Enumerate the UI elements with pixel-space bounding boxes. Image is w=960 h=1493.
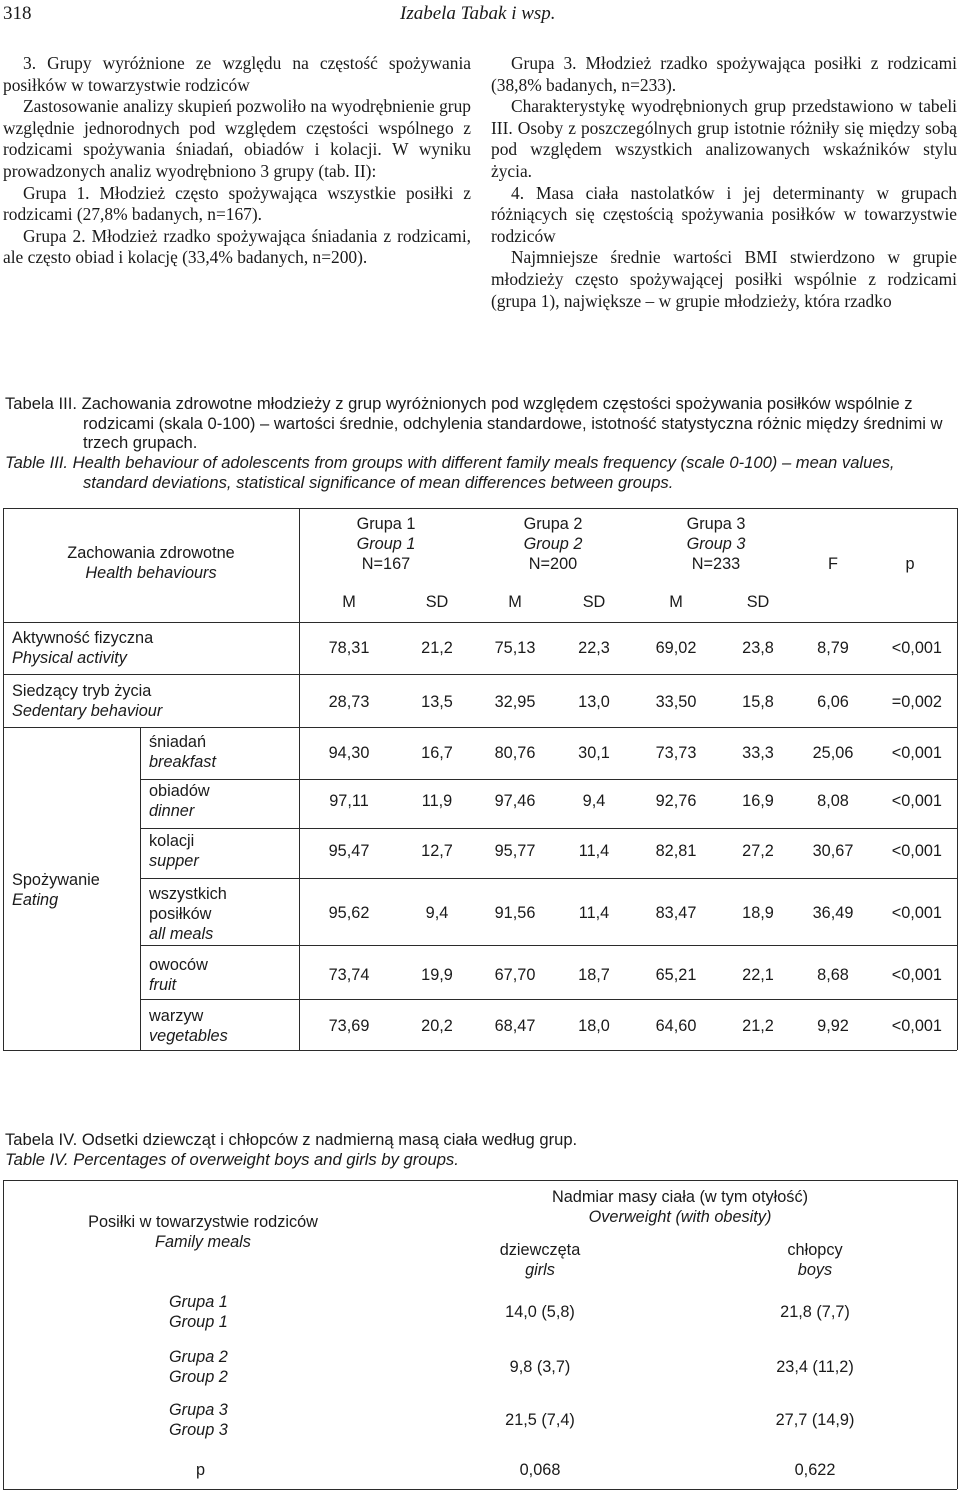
table-cell: 73,69: [328, 1017, 370, 1035]
m-header: M: [342, 593, 356, 611]
table-cell: 27,2: [742, 842, 774, 860]
table-cell: 11,9: [421, 792, 453, 810]
behaviours-header: Zachowania zdrowotne Health behaviours: [67, 544, 235, 582]
table-cell: 83,47: [655, 904, 697, 922]
table-cell: 23,8: [742, 639, 774, 657]
row-label-breakfast: śniadań breakfast: [149, 733, 216, 771]
table-cell: 20,2: [421, 1017, 453, 1035]
table-cell: 21,8 (7,7): [780, 1303, 850, 1321]
table-cell: 0,068: [519, 1461, 561, 1479]
group-1-header: Grupa 1 Group 1 N=167: [356, 515, 416, 573]
f-header: F: [828, 555, 838, 573]
table-cell: 97,11: [329, 792, 369, 810]
page-number: 318: [3, 3, 32, 24]
table-cell: 36,49: [812, 904, 854, 922]
m-header: M: [669, 593, 683, 611]
paragraph: Zastosowanie analizy skupień pozwoliło na wyodrębnienie grup względnie jednorodnych pod względem częstości wspólnego z rodzicami spożywania śniadań, obiadów i kolacji. W wyniku prowadzonych analiz wyodrębniono 3 grupy (tab. II):: [3, 96, 471, 181]
table-cell: 0,622: [794, 1461, 836, 1479]
table-cell: 68,47: [494, 1017, 536, 1035]
table-cell: 11,4: [578, 904, 610, 922]
table-cell: 78,31: [328, 639, 370, 657]
table-cell: 82,81: [655, 842, 697, 860]
running-head: Izabela Tabak i wsp.: [400, 3, 556, 24]
right-column: [491, 53, 957, 312]
row-label-physical-activity: Aktywność fizyczna Physical activity: [12, 629, 154, 667]
row-label-sedentary: Siedzący tryb życia Sedentary behaviour: [12, 682, 163, 720]
table-cell: 21,2: [421, 639, 453, 657]
caption-label: Table III.: [5, 453, 69, 473]
table-cell: 9,4: [425, 904, 449, 922]
group-2-description: Grupa 2. Młodzież rzadko spożywająca śniadania z rodzicami, ale często obiad i kolację (33,4% badanych, n=200).: [3, 225, 471, 268]
family-meals-header: Posiłki w towarzystwie rodziców Family meals: [88, 1213, 318, 1251]
sd-header: SD: [582, 593, 606, 611]
table-cell: 23,4 (11,2): [776, 1358, 854, 1376]
table-cell: 18,0: [578, 1017, 610, 1035]
table-cell: <0,001: [891, 639, 942, 657]
table-cell: 8,08: [817, 792, 849, 810]
table-cell: 9,8 (3,7): [509, 1358, 571, 1376]
table-cell: 21,5 (7,4): [505, 1411, 575, 1429]
table-cell: 8,79: [817, 639, 849, 657]
table-cell: 12,7: [421, 842, 453, 860]
row-label-eating: Spożywanie Eating: [12, 871, 100, 909]
table-cell: 33,50: [655, 693, 697, 711]
sd-header: SD: [746, 593, 770, 611]
table-cell: <0,001: [891, 1017, 942, 1035]
table-cell: 15,8: [742, 693, 774, 711]
table-cell: 27,7 (14,9): [775, 1411, 855, 1429]
table-cell: 64,60: [655, 1017, 697, 1035]
table-cell: <0,001: [891, 744, 942, 762]
table-4-caption: Tabela IV. Odsetki dziewcząt i chłopców z nadmierną masą ciała według grup. Table IV. Percentages of overweight boys and girls by groups.: [5, 1130, 578, 1169]
table-cell: <0,001: [891, 904, 942, 922]
p-header: p: [905, 555, 915, 573]
section-heading-4: 4. Masa ciała nastolatków i jej determinanty w grupach różniących się częstością spożywania posiłków w towarzystwie rodziców: [491, 182, 957, 246]
table-cell: 30,1: [578, 744, 610, 762]
table-cell: 21,2: [742, 1017, 774, 1035]
caption-label: Tabela III.: [5, 394, 77, 413]
p-label: p: [196, 1461, 206, 1479]
section-heading-3: 3. Grupy wyróżnione ze względu na częstość spożywania posiłków w towarzystwie rodziców: [3, 53, 471, 95]
row-label-dinner: obiadów dinner: [149, 782, 210, 820]
group-label: Grupa 1 Group 1: [169, 1293, 228, 1331]
table-cell: 6,06: [817, 693, 849, 711]
table-cell: 13,0: [578, 693, 610, 711]
caption-text: Health behaviour of adolescents from groups with different family meals frequency (scale 0-100) – mean values, standard deviations, statistical significance of mean differences between groups.: [72, 453, 895, 492]
table-cell: 9,4: [582, 792, 606, 810]
table-cell: 19,9: [421, 966, 453, 984]
table-cell: 69,02: [655, 639, 697, 657]
table-cell: 22,1: [742, 966, 774, 984]
m-header: M: [508, 593, 522, 611]
table-cell: 16,7: [421, 744, 453, 762]
table-cell: 18,9: [742, 904, 774, 922]
table-cell: 13,5: [421, 693, 453, 711]
caption-text: Zachowania zdrowotne młodzieży z grup wyróżnionych pod względem częstości spożywania posiłków wspólnie z rodzicami (skala 0-100) – wartości średnie, odchylenia standardowe, istotność statystyczna różnic między średnimi w trzech grupach.: [81, 394, 943, 453]
boys-header: chłopcy boys: [787, 1241, 843, 1279]
table-cell: <0,001: [891, 842, 942, 860]
table-cell: 18,7: [578, 966, 610, 984]
group-label: Grupa 3 Group 3: [169, 1401, 228, 1439]
table-cell: 33,3: [742, 744, 774, 762]
table-cell: 95,62: [328, 904, 370, 922]
table-cell: =0,002: [891, 693, 942, 711]
row-label-vegetables: warzyw vegetables: [149, 1007, 228, 1045]
girls-header: dziewczęta girls: [499, 1241, 581, 1279]
left-column: [3, 53, 471, 269]
overweight-header: Nadmiar masy ciała (w tym otyłość) Overweight (with obesity): [551, 1188, 809, 1226]
row-label-fruit: owoców fruit: [149, 956, 208, 994]
row-label-supper: kolacji supper: [149, 832, 199, 870]
table-cell: 75,13: [494, 639, 536, 657]
group-label: Grupa 2 Group 2: [169, 1348, 228, 1386]
group-3-description: Grupa 3. Młodzież rzadko spożywająca posiłki z rodzicami (38,8% badanych, n=233).: [491, 53, 957, 95]
table-cell: <0,001: [891, 966, 942, 984]
paragraph: Charakterystykę wyodrębnionych grup przedstawiono w tabeli III. Osoby z poszczególnych grup istotnie różniły się między sobą pod względem wszystkich analizowanych wskaźników stylu życia.: [491, 96, 957, 181]
table-cell: 11,4: [578, 842, 610, 860]
table-cell: 22,3: [578, 639, 610, 657]
table-cell: 8,68: [817, 966, 849, 984]
group-1-description: Grupa 1. Młodzież często spożywająca wszystkie posiłki z rodzicami (27,8% badanych, n=167).: [3, 182, 471, 225]
table-cell: 95,77: [494, 842, 536, 860]
table-cell: 32,95: [494, 693, 536, 711]
table-cell: 30,67: [812, 842, 854, 860]
table-cell: 25,06: [812, 744, 854, 762]
table-cell: 9,92: [817, 1017, 849, 1035]
table-cell: 97,46: [494, 792, 536, 810]
table-cell: 14,0 (5,8): [505, 1303, 575, 1321]
table-cell: 73,74: [328, 966, 370, 984]
table-cell: 92,76: [655, 792, 697, 810]
table-cell: 16,9: [742, 792, 774, 810]
table-cell: 65,21: [655, 966, 697, 984]
table-cell: 28,73: [328, 693, 370, 711]
table-3-caption: [5, 394, 958, 493]
sd-header: SD: [425, 593, 449, 611]
table-cell: 80,76: [494, 744, 536, 762]
group-3-header: Grupa 3 Group 3 N=233: [686, 515, 746, 573]
paragraph: Najmniejsze średnie wartości BMI stwierdzono w grupie młodzieży często spożywającej posiłki wspólnie z rodzicami (grupa 1), największe – w grupie młodzieży, która rzadko: [491, 247, 957, 311]
row-label-all-meals: wszystkich posiłków all meals: [149, 885, 227, 943]
group-2-header: Grupa 2 Group 2 N=200: [523, 515, 583, 573]
table-cell: 67,70: [494, 966, 536, 984]
table-cell: 95,47: [328, 842, 370, 860]
table-cell: 94,30: [328, 744, 370, 762]
table-cell: <0,001: [891, 792, 942, 810]
table-cell: 73,73: [655, 744, 697, 762]
table-cell: 91,56: [494, 904, 536, 922]
